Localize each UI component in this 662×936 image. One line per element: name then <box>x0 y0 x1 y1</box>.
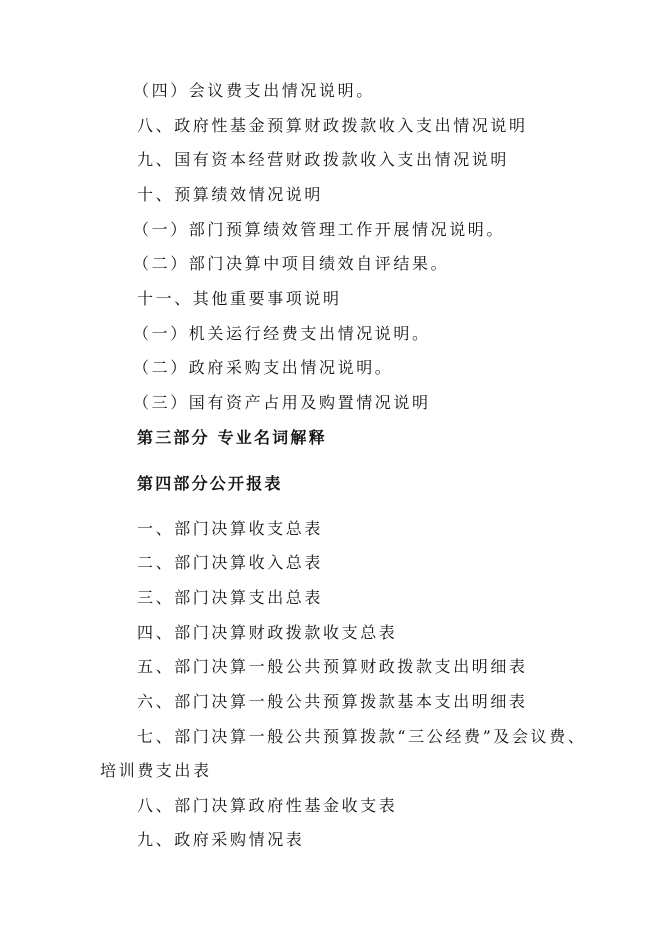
part4-heading: 第四部分公开报表 <box>137 474 283 493</box>
report-item-2: 二、部门决算收入总表 <box>137 553 324 572</box>
toc-item-procurement-expense: （二）政府采购支出情况说明。 <box>133 358 394 377</box>
report-item-9: 九、政府采购情况表 <box>137 830 305 849</box>
part3-heading: 第三部分 专业名词解释 <box>137 428 327 447</box>
toc-item-state-capital: 九、国有资本经营财政拨款收入支出情况说明 <box>137 150 510 169</box>
report-item-5: 五、部门决算一般公共预算财政拨款支出明细表 <box>137 657 528 676</box>
report-item-7: 七、部门决算一般公共预算拨款“三公经费”及会议费、 <box>137 727 587 746</box>
toc-item-performance: 十、预算绩效情况说明 <box>137 185 324 204</box>
report-item-1: 一、部门决算收支总表 <box>137 519 324 538</box>
report-item-7-continuation: 培训费支出表 <box>100 761 212 780</box>
toc-item-project-self-evaluation: （二）部门决算中项目绩效自评结果。 <box>133 254 450 273</box>
report-item-6: 六、部门决算一般公共预算拨款基本支出明细表 <box>137 692 528 711</box>
report-item-3: 三、部门决算支出总表 <box>137 588 324 607</box>
report-item-8: 八、部门决算政府性基金收支表 <box>137 796 398 815</box>
report-item-4: 四、部门决算财政拨款收支总表 <box>137 623 398 642</box>
toc-item-meeting-expense: （四）会议费支出情况说明。 <box>133 81 375 100</box>
toc-item-performance-management: （一）部门预算绩效管理工作开展情况说明。 <box>133 220 506 239</box>
toc-item-other-matters: 十一、其他重要事项说明 <box>137 289 342 308</box>
toc-item-state-assets: （三）国有资产占用及购置情况说明 <box>133 393 431 412</box>
toc-item-operating-expense: （一）机关运行经费支出情况说明。 <box>133 324 431 343</box>
toc-item-government-fund: 八、政府性基金预算财政拨款收入支出情况说明 <box>137 116 528 135</box>
